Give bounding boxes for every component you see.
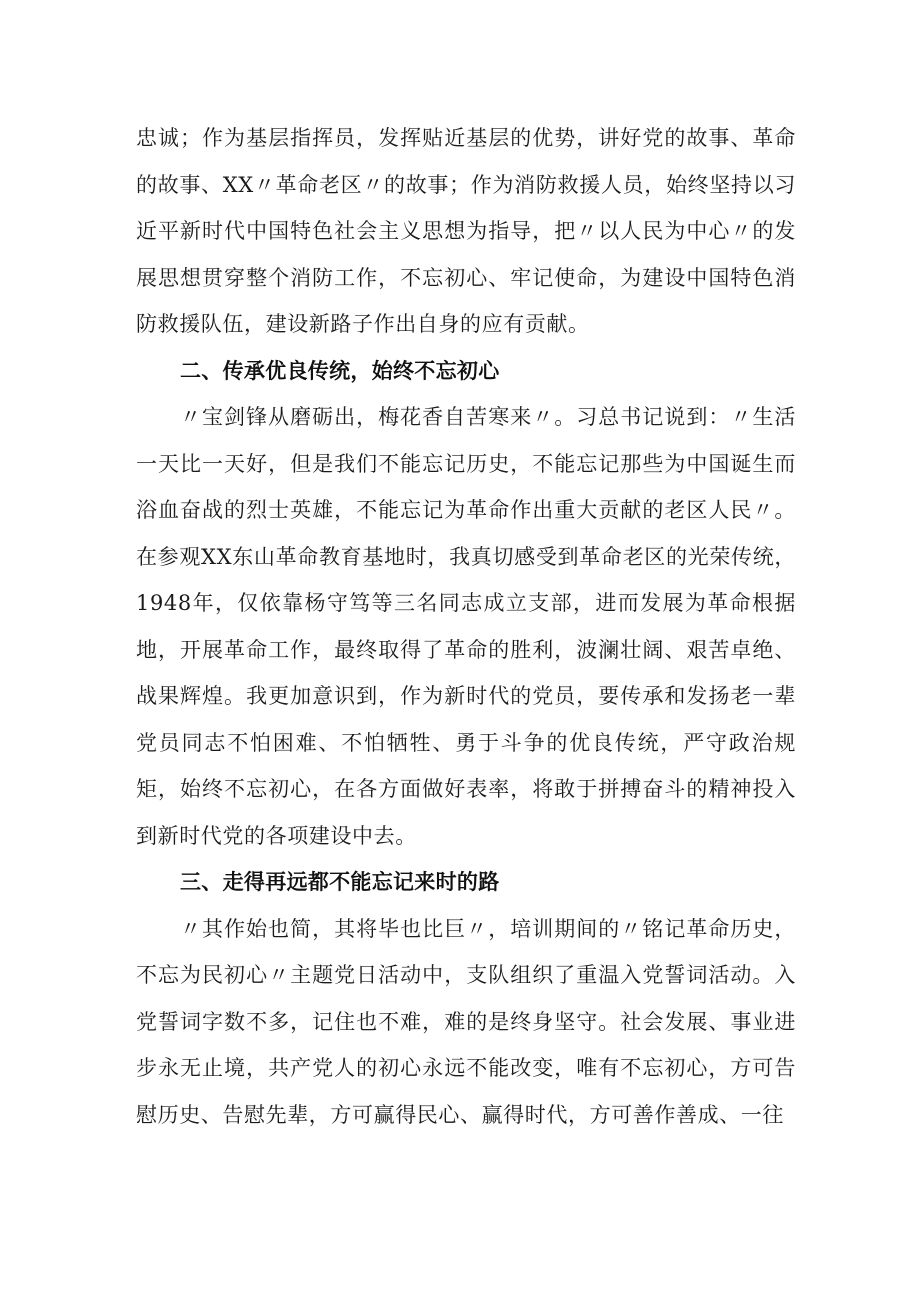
section-heading-2: 二、传承优良传统，始终不忘初心 (180, 358, 500, 383)
paragraph-section-3: 〃其作始也简，其将毕也比巨〃，培训期间的〃铭记革命历史，不忘为民初心〃主题党日活动中，支队组织了重温入党誓词活动。入党誓词字数不多，记住也不难，难的是终身坚守。社会发展、事业进步永无止境，共产党人的初心永远不能改变，唯有不忘初心，方可告慰历史、告慰先辈，方可赢得民心、赢得时代，方可善作善成、一往 (136, 916, 796, 1127)
paragraph-continuation: 忠诚；作为基层指挥员，发挥贴近基层的优势，讲好党的故事、革命的故事、XX〃革命老区〃的故事；作为消防救援人员，始终坚持以习近平新时代中国特色社会主义思想为指导，把〃以人民为中心〃的发展思想贯穿整个消防工作，不忘初心、牢记使命，为建设中国特色消防救援队伍，建设新路子作出自身的应有贡献。 (136, 126, 796, 336)
paragraph-section-2: 〃宝剑锋从磨砺出，梅花香自苦寒来〃。习总书记说到：〃生活一天比一天好，但是我们不能忘记历史，不能忘记那些为中国诞生而浴血奋战的烈士英雄，不能忘记为革命作出重大贡献的老区人民〃。在参观XX东山革命教育基地时，我真切感受到革命老区的光荣传统，1948年，仅依靠杨守笃等三名同志成立支部，进而发展为革命根据地，开展革命工作，最终取得了革命的胜利，波澜壮阔、艰苦卓绝、战果辉煌。我更加意识到，作为新时代的党员，要传承和发扬老一辈党员同志不怕困难、不怕牺牲、勇于斗争的优良传统，严守政治规矩，始终不忘初心，在各方面做好表率，将敢于拼搏奋斗的精神投入到新时代党的各项建设中去。 (136, 405, 796, 848)
document-body (136, 115, 796, 1138)
section-heading-3: 三、走得再远都不能忘记来时的路 (180, 870, 500, 894)
